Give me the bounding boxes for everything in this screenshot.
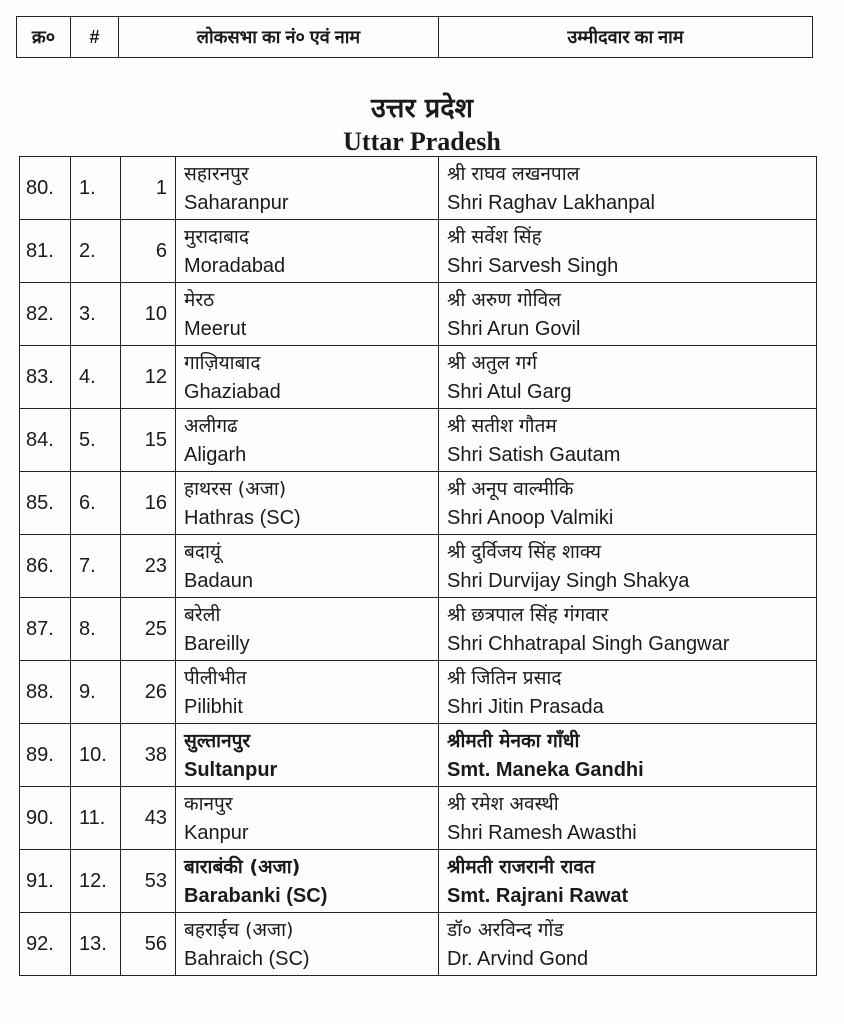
constituency-name-english: Aligarh [184,444,247,466]
row-number: 4. [71,346,121,409]
table-row [20,472,817,535]
constituency-cell [176,283,439,346]
candidate-name-english: Smt. Maneka Gandhi [447,759,644,781]
candidate-name-hindi: श्री छत्रपाल सिंह गंगवार [447,604,609,626]
candidate-name-english: Smt. Rajrani Rawat [447,885,629,907]
constituency-name-hindi: बहराईच (अजा) [184,919,294,941]
serial-number: 91. [20,850,71,913]
row-number: 9. [71,661,121,724]
constituency-name-hindi: बरेली [184,604,221,626]
candidate-name-english: Shri Ramesh Awasthi [447,822,637,844]
serial-number: 90. [20,787,71,850]
candidate-name-hindi: श्री अतुल गर्ग [447,352,538,374]
constituency-number: 1 [121,157,176,220]
constituency-cell [176,850,439,913]
row-number: 13. [71,913,121,976]
serial-number: 92. [20,913,71,976]
serial-number: 81. [20,220,71,283]
table-row [20,724,817,787]
row-number: 7. [71,535,121,598]
candidate-name-english: Shri Atul Garg [447,381,572,403]
candidate-name-hindi: श्री अरुण गोविल [447,289,562,311]
serial-number: 84. [20,409,71,472]
candidate-name-hindi: श्री सर्वेश सिंह [447,226,542,248]
constituency-name-hindi: अलीगढ [184,415,238,437]
constituency-name-hindi: मुरादाबाद [184,226,249,248]
candidate-name-english: Shri Jitin Prasada [447,696,604,718]
serial-number: 86. [20,535,71,598]
table-row [20,535,817,598]
state-title-english: Uttar Pradesh [343,127,501,156]
table-row [20,346,817,409]
candidate-name-english: Shri Raghav Lakhanpal [447,192,655,214]
constituency-name-hindi: सुल्तानपुर [184,730,251,752]
candidate-cell [439,913,817,976]
candidate-name-english: Shri Satish Gautam [447,444,621,466]
candidate-cell [439,724,817,787]
constituency-number: 43 [121,787,176,850]
constituency-name-english: Bahraich (SC) [184,948,310,970]
serial-number: 80. [20,157,71,220]
constituency-number: 56 [121,913,176,976]
candidate-name-hindi: श्री राघव लखनपाल [447,163,580,185]
constituency-name-hindi: गाज़ियाबाद [184,352,261,374]
constituency-cell [176,409,439,472]
candidate-cell [439,346,817,409]
serial-number: 89. [20,724,71,787]
row-number: 5. [71,409,121,472]
constituency-cell [176,220,439,283]
constituency-cell [176,913,439,976]
candidate-name-english: Shri Durvijay Singh Shakya [447,570,690,592]
constituency-name-english: Kanpur [184,822,249,844]
serial-number: 85. [20,472,71,535]
candidate-table [19,156,817,976]
row-number: 3. [71,283,121,346]
header-candidate: उम्मीदवार का नाम [439,17,813,58]
candidate-cell [439,472,817,535]
table-row [20,409,817,472]
row-number: 10. [71,724,121,787]
candidate-name-hindi: श्री रमेश अवस्थी [447,793,559,815]
row-number: 8. [71,598,121,661]
candidate-name-hindi: श्री सतीश गौतम [447,415,557,437]
table-row [20,850,817,913]
constituency-cell [176,535,439,598]
constituency-name-english: Ghaziabad [184,381,281,403]
header-hash: # [71,17,119,58]
table-row [20,913,817,976]
candidate-name-english: Shri Sarvesh Singh [447,255,619,277]
constituency-number: 53 [121,850,176,913]
constituency-number: 15 [121,409,176,472]
candidate-name-english: Shri Chhatrapal Singh Gangwar [447,633,730,655]
constituency-number: 25 [121,598,176,661]
constituency-cell [176,346,439,409]
constituency-name-hindi: सहारनपुर [184,163,249,185]
candidate-name-english: Shri Arun Govil [447,318,581,340]
constituency-number: 26 [121,661,176,724]
constituency-name-hindi: बदायूं [184,541,221,563]
serial-number: 88. [20,661,71,724]
constituency-number: 10 [121,283,176,346]
candidate-cell [439,220,817,283]
constituency-name-english: Moradabad [184,255,286,277]
constituency-name-hindi: हाथरस (अजा) [184,478,287,500]
candidate-cell [439,850,817,913]
constituency-name-english: Badaun [184,570,253,592]
header-serial: क्र० [17,17,71,58]
column-header-table [16,16,813,58]
constituency-name-english: Hathras (SC) [184,507,301,529]
constituency-cell [176,157,439,220]
constituency-name-hindi: पीलीभीत [184,667,247,689]
constituency-name-english: Saharanpur [184,192,289,214]
row-number: 6. [71,472,121,535]
candidate-name-hindi: डॉ० अरविन्द गोंड [447,919,564,941]
constituency-name-english: Bareilly [184,633,250,655]
candidate-name-hindi: श्री दुर्विजय सिंह शाक्य [447,541,602,563]
constituency-number: 6 [121,220,176,283]
constituency-name-english: Pilibhit [184,696,243,718]
constituency-cell [176,661,439,724]
constituency-cell [176,787,439,850]
table-row [20,598,817,661]
constituency-number: 38 [121,724,176,787]
constituency-name-english: Meerut [184,318,247,340]
candidate-cell [439,157,817,220]
header-constituency: लोकसभा का नं० एवं नाम [119,17,439,58]
state-title-hindi: उत्तर प्रदेश [371,93,473,124]
candidate-cell [439,535,817,598]
candidate-name-english: Shri Anoop Valmiki [447,507,614,529]
table-row [20,220,817,283]
serial-number: 83. [20,346,71,409]
constituency-cell [176,472,439,535]
candidate-cell [439,409,817,472]
row-number: 1. [71,157,121,220]
constituency-cell [176,724,439,787]
candidate-cell [439,598,817,661]
table-row [20,661,817,724]
table-row [20,157,817,220]
candidate-name-hindi: श्रीमती राजरानी रावत [447,856,595,878]
candidate-name-hindi: श्रीमती मेनका गाँधी [447,730,580,752]
constituency-name-hindi: बाराबंकी (अजा) [184,856,301,878]
constituency-name-hindi: कानपुर [184,793,233,815]
candidate-name-english: Dr. Arvind Gond [447,948,589,970]
table-row [20,787,817,850]
candidate-name-hindi: श्री अनूप वाल्मीकि [447,478,574,500]
row-number: 11. [71,787,121,850]
constituency-number: 12 [121,346,176,409]
constituency-number: 23 [121,535,176,598]
row-number: 12. [71,850,121,913]
candidate-name-hindi: श्री जितिन प्रसाद [447,667,562,689]
constituency-number: 16 [121,472,176,535]
serial-number: 87. [20,598,71,661]
row-number: 2. [71,220,121,283]
candidate-cell [439,283,817,346]
constituency-name-english: Sultanpur [184,759,278,781]
candidate-cell [439,661,817,724]
constituency-name-hindi: मेरठ [184,289,215,311]
serial-number: 82. [20,283,71,346]
constituency-name-english: Barabanki (SC) [184,885,328,907]
table-row [20,283,817,346]
candidate-cell [439,787,817,850]
constituency-cell [176,598,439,661]
